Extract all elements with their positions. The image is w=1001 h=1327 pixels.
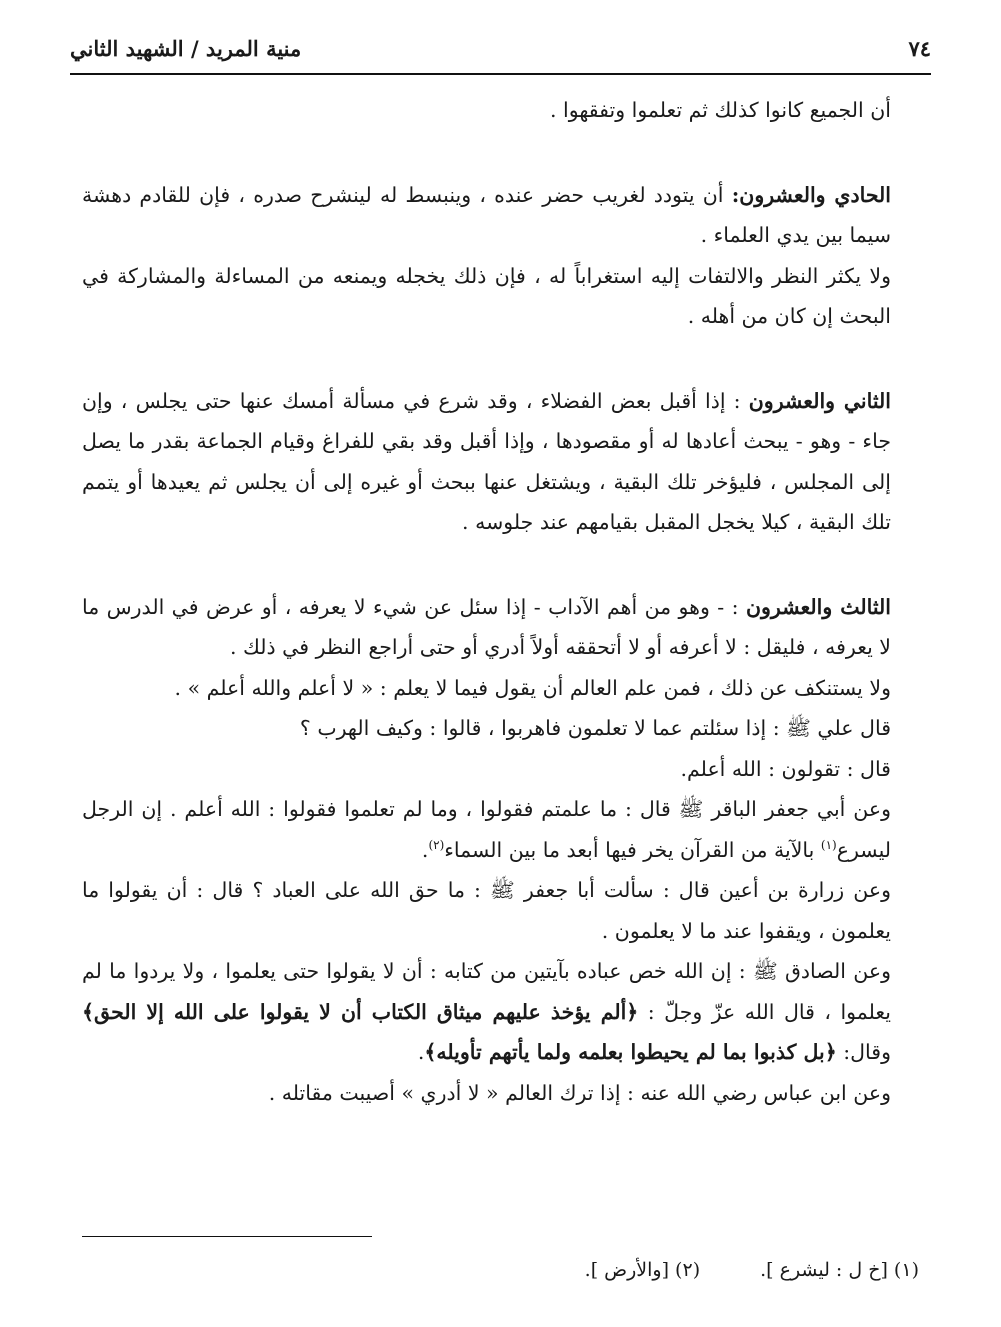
- paragraph-text: : - وهو من أهم الآداب - إذا سئل عن شيء لا يعرفه ، أو عرض في الدرس ما لا يعرفه ، فليقل : لا أعرفه أو لا أتحققه أولاً أدري أو حتى أراجع النظر في ذلك .: [82, 594, 891, 659]
- body-text: [82, 90, 919, 1113]
- paragraph-21: [82, 175, 919, 256]
- footnote-ref-2: (٢): [428, 837, 445, 852]
- section-heading: الحادي والعشرون:: [731, 182, 892, 207]
- paragraph: ولا يستنكف عن ذلك ، فمن علم العالم أن يقول فيما لا يعلم : « لا أعلم والله أعلم » .: [174, 675, 891, 700]
- section-heading: الثالث والعشرون: [745, 594, 892, 619]
- paragraph-text: .: [417, 1040, 425, 1064]
- paragraph: قال علي ﷺ : إذا سئلتم عما لا تعلمون فاهربوا ، قالوا : وكيف الهرب ؟: [299, 716, 891, 740]
- quran-verse: ﴿ألم يؤخذ عليهم ميثاق الكتاب أن لا يقولوا على الله إلا الحق﴾: [82, 999, 639, 1024]
- footnote-2: (٢) [والأرض ].: [584, 1259, 701, 1281]
- paragraph-text: أن يتودد لغريب حضر عنده ، وينبسط له لينشرح صدره ، فإن للقادم دهشة سيما بين يدي العلماء .: [82, 182, 891, 247]
- page-number: ٧٤: [908, 35, 931, 61]
- section-gap: [82, 337, 919, 381]
- paragraph: [82, 789, 919, 870]
- page-header: [70, 28, 931, 68]
- section-gap: [82, 543, 919, 587]
- paragraph-text: .: [421, 837, 429, 862]
- paragraph: [82, 951, 919, 1073]
- paragraph-text: وقال:: [836, 1040, 891, 1064]
- paragraph-22: [82, 381, 919, 543]
- paragraph-text: : إذا أقبل بعض الفضلاء ، وقد شرع في مسألة أمسك عنها حتى يجلس ، وإن جاء - وهو - يبحث أعادها له أو مقصودها ، وإذا أقبل وقد بقي للفراغ وقيام الجماعة بقدر ما يصل إلى المجلس ، فليؤخر تلك البقية ، ويشتغل عنها ببحث أو غيره إلى أن يجلس ثم يعيدها أو يتمم تلك البقية ، كيلا يخجل المقبل بقيامهم عند جلوسه .: [82, 388, 891, 534]
- quran-verse: ﴿بل كذبوا بما لم يحيطوا بعلمه ولما يأتهم تأويله﴾: [424, 1040, 837, 1064]
- paragraph-text: وعن أبي جعفر الباقر ﷺ قال : ما علمتم فقولوا ، وما لم تعلموا فقولوا : الله أعلم . إن الرجل ليسرع: [82, 797, 891, 862]
- footnote-1: (١) [خ ل : ليشرع ].: [760, 1259, 919, 1281]
- paragraph: وعن ابن عباس رضي الله عنه : إذا ترك العالم « لا أدري » أصيبت مقاتله .: [268, 1080, 891, 1105]
- header-rule: [70, 73, 931, 75]
- footnote-rule: [82, 1236, 372, 1237]
- paragraph: وعن زرارة بن أعين قال : سألت أبا جعفر ﷺ : ما حق الله على العباد ؟ قال : أن يقولوا ما يعلمون ، ويقفوا عند ما لا يعلمون .: [82, 878, 891, 943]
- footnotes: [82, 1255, 919, 1285]
- paragraph: أن الجميع كانوا كذلك ثم تعلموا وتفقهوا .: [550, 98, 891, 122]
- footnote-ref-1: (١): [820, 837, 837, 852]
- section-gap: [82, 131, 919, 175]
- running-title: منية المريد / الشهيد الثاني: [70, 35, 302, 61]
- paragraph-23: [82, 587, 919, 668]
- paragraph: ولا يكثر النظر والالتفات إليه استغراباً له ، فإن ذلك يخجله ويمنعه من المساءلة والمشاركة في البحث إن كان من أهله .: [82, 263, 891, 328]
- paragraph-text: وعن الصادق ﷺ : إن الله خص عباده بآيتين من كتابه : أن لا يقولوا حتى يعلموا ، ولا يردوا ما لم يعلموا ، قال الله عزّ وجلّ :: [82, 959, 891, 1024]
- section-heading: الثاني والعشرون: [748, 388, 891, 413]
- paragraph: قال : تقولون : الله أعلم.: [680, 756, 891, 781]
- paragraph-text: بالآية من القرآن يخر فيها أبعد ما بين السماء: [444, 837, 821, 862]
